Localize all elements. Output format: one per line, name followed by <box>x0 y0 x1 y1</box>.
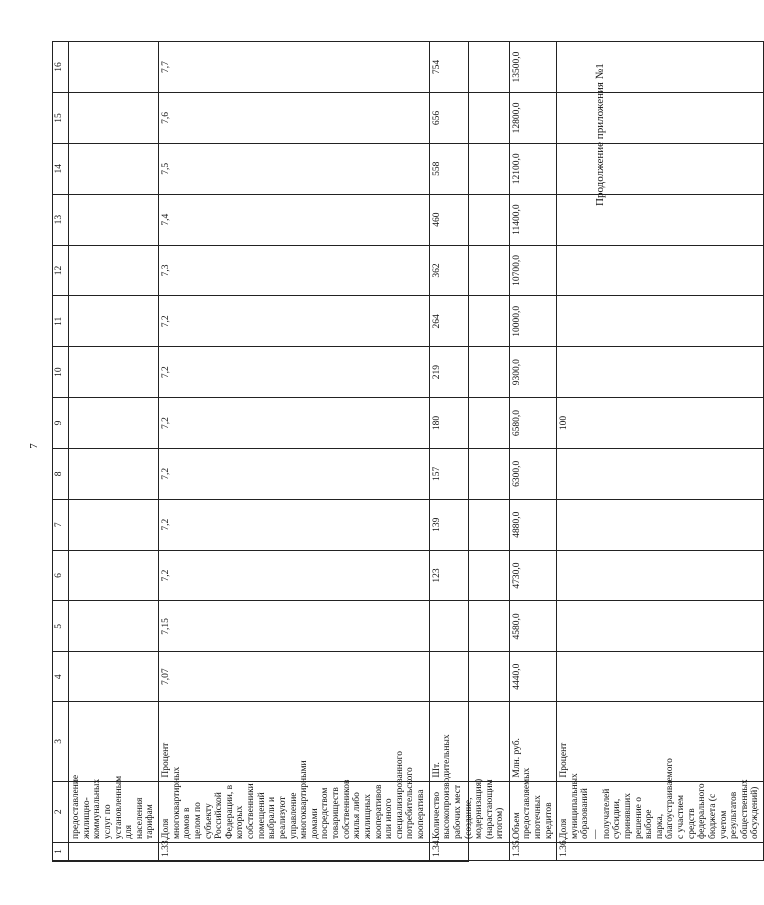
indicator-name-cell: Количество высокопроизводительных рабочих мест (создание, модернизация) (нарастающим итогом) <box>429 781 509 842</box>
indicator-name-cell: Доля многоквартирных домов в целом по субъекту Российской Федерации, в которых собственники помещений выбрали и реализуют управление многоквартирными домами посредством товариществ собственников жилья либо жилищных кооперативов или иного специализированного потребительского кооператива <box>159 781 430 842</box>
value-cell: 754 <box>429 42 509 93</box>
value-cell: 4440,0 <box>509 652 557 702</box>
column-number: 2 <box>53 781 69 842</box>
indicators-table <box>52 41 764 861</box>
value-cell: 123 <box>429 550 509 601</box>
value-cell: 558 <box>429 143 509 194</box>
value-cell: 7,2 <box>159 347 430 398</box>
table-row <box>69 42 159 861</box>
value-cell: 11400,0 <box>509 194 557 245</box>
table-row <box>429 42 509 861</box>
value-cell <box>557 499 764 550</box>
value-cell <box>557 296 764 347</box>
column-number: 15 <box>53 93 69 144</box>
row-number-cell: 1.36. <box>557 843 764 861</box>
column-number-row <box>53 42 69 861</box>
value-cell: 139 <box>429 499 509 550</box>
value-cell <box>557 652 764 702</box>
value-cell <box>557 550 764 601</box>
value-cell: 7,6 <box>159 93 430 144</box>
value-cell <box>557 42 764 93</box>
table-row <box>509 42 557 861</box>
value-cell <box>557 93 764 144</box>
value-cell <box>69 652 159 702</box>
value-cell: 7,5 <box>159 143 430 194</box>
value-cell <box>69 42 159 93</box>
value-cell: 656 <box>429 93 509 144</box>
table-row <box>159 42 430 861</box>
value-cell <box>69 194 159 245</box>
value-cell: 13500,0 <box>509 42 557 93</box>
column-number: 12 <box>53 245 69 296</box>
unit-cell: Млн. руб. <box>509 702 557 781</box>
column-number: 10 <box>53 347 69 398</box>
value-cell <box>429 652 509 702</box>
row-number-cell <box>69 843 159 861</box>
table-row <box>557 42 764 861</box>
value-cell <box>69 296 159 347</box>
value-cell: 6300,0 <box>509 448 557 499</box>
value-cell <box>557 347 764 398</box>
value-cell <box>429 601 509 652</box>
value-cell <box>69 245 159 296</box>
value-cell: 10700,0 <box>509 245 557 296</box>
column-number: 6 <box>53 550 69 601</box>
value-cell: 180 <box>429 398 509 449</box>
value-cell: 4880,0 <box>509 499 557 550</box>
value-cell <box>69 448 159 499</box>
value-cell <box>69 398 159 449</box>
column-number: 8 <box>53 448 69 499</box>
value-cell: 7,2 <box>159 499 430 550</box>
column-number: 11 <box>53 296 69 347</box>
column-number: 1 <box>53 843 69 861</box>
indicator-name-cell: Доля муниципальных образований — получателей субсидии, принявших решение о выборе парка, благоустраиваемого с участием средств федерального бюджета (с учетом результатов общественных обсуждений) <box>557 781 764 842</box>
column-number: 9 <box>53 398 69 449</box>
column-number: 16 <box>53 42 69 93</box>
value-cell: 460 <box>429 194 509 245</box>
value-cell: 7,2 <box>159 398 430 449</box>
column-number: 5 <box>53 601 69 652</box>
row-number-cell: 1.33. <box>159 843 430 861</box>
value-cell: 7,15 <box>159 601 430 652</box>
page-number: 7 <box>27 443 40 449</box>
appendix-continuation-label: Продолжение приложения №1 <box>594 63 606 206</box>
indicator-name-cell: предоставление жилищно-коммунальных услуг по установленным для населения тарифам <box>69 781 159 842</box>
value-cell: 7,3 <box>159 245 430 296</box>
value-cell: 7,7 <box>159 42 430 93</box>
column-number: 14 <box>53 143 69 194</box>
value-cell <box>69 550 159 601</box>
value-cell: 7,2 <box>159 296 430 347</box>
value-cell: 12800,0 <box>509 93 557 144</box>
value-cell: 12100,0 <box>509 143 557 194</box>
value-cell: 157 <box>429 448 509 499</box>
indicator-name-cell: Объем предоставляемых ипотечных кредитов <box>509 781 557 842</box>
column-number: 4 <box>53 652 69 702</box>
value-cell <box>69 347 159 398</box>
value-cell <box>557 245 764 296</box>
value-cell: 7,2 <box>159 550 430 601</box>
value-cell: 6580,0 <box>509 398 557 449</box>
column-number: 3 <box>53 702 69 781</box>
value-cell: 7,07 <box>159 652 430 702</box>
value-cell <box>69 601 159 652</box>
value-cell <box>69 143 159 194</box>
value-cell: 264 <box>429 296 509 347</box>
unit-cell: Процент <box>159 702 430 781</box>
value-cell: 10000,0 <box>509 296 557 347</box>
row-number-cell: 1.34. <box>429 843 509 861</box>
value-cell: 4580,0 <box>509 601 557 652</box>
value-cell: 219 <box>429 347 509 398</box>
value-cell: 100 <box>557 398 764 449</box>
value-cell: 7,4 <box>159 194 430 245</box>
value-cell <box>557 143 764 194</box>
value-cell <box>69 93 159 144</box>
column-number: 13 <box>53 194 69 245</box>
row-number-cell: 1.35. <box>509 843 557 861</box>
value-cell: 4730,0 <box>509 550 557 601</box>
value-cell <box>557 448 764 499</box>
unit-cell: Шт. <box>429 702 509 781</box>
value-cell: 362 <box>429 245 509 296</box>
value-cell <box>69 499 159 550</box>
unit-cell: Процент <box>557 702 764 781</box>
column-number: 7 <box>53 499 69 550</box>
value-cell: 7,2 <box>159 448 430 499</box>
value-cell <box>557 601 764 652</box>
unit-cell <box>69 702 159 781</box>
value-cell <box>557 194 764 245</box>
value-cell: 9300,0 <box>509 347 557 398</box>
